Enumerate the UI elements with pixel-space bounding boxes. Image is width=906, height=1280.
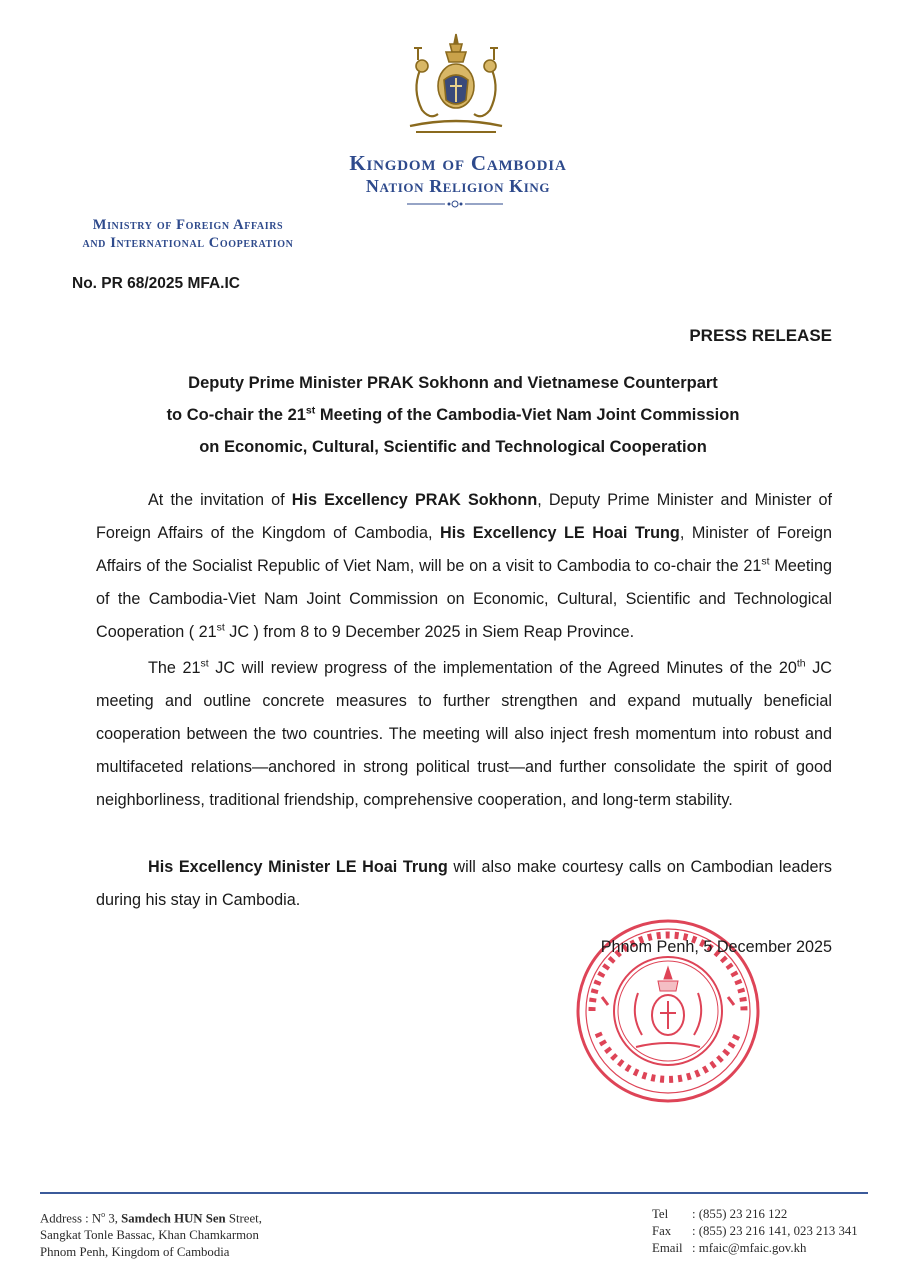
national-motto: Nation Religion King — [365, 176, 551, 196]
royal-coat-of-arms-icon — [400, 30, 512, 138]
p1-text-4: Meeting of the Cambodia-Viet Nam Joint Commission on Economic, Cultural, Scientific and Technological Cooperation ( 21 — [96, 557, 832, 641]
ministry-name-line1: Ministry of Foreign Affairs — [92, 217, 284, 233]
footer-address — [40, 1206, 262, 1261]
email-value: : mfaic@mfaic.gov.kh — [692, 1241, 807, 1255]
p2-text-1: The 21 — [148, 659, 201, 677]
p3-bold-1: His Excellency Minister LE Hoai Trung — [148, 858, 448, 876]
ministry-name-line2: and International Cooperation — [82, 235, 294, 251]
address-line1 — [40, 1206, 262, 1227]
title-line2-sup: st — [305, 404, 316, 417]
place-and-date: Phnom Penh, 5 December 2025 — [600, 938, 832, 956]
p1-sup-2: st — [216, 621, 225, 634]
p2-sup-1: st — [200, 657, 209, 670]
p1-text-2: , Deputy Prime Minister and Minister of Foreign Affairs of the Kingdom of Cambodia, — [96, 491, 832, 542]
kingdom-title: Kingdom of Cambodia — [349, 151, 567, 175]
p2-text-2: JC will review progress of the implementation of the Agreed Minutes of the 20 — [208, 659, 797, 677]
fax-value: : (855) 23 216 141, 023 213 341 — [692, 1224, 858, 1238]
p1-sup-1: st — [761, 555, 770, 568]
footer-divider — [40, 1192, 868, 1194]
p1-text-1: At the invitation of — [148, 491, 292, 509]
title-line2-post: Meeting of the Cambodia-Viet Nam Joint Commission — [315, 406, 740, 424]
p1-bold-2: His Excellency LE Hoai Trung — [440, 524, 680, 542]
body-paragraph-2 — [96, 652, 832, 817]
reference-number: No. PR 68/2025 MFA.IC — [72, 275, 240, 292]
p2-sup-2: th — [796, 657, 806, 670]
address-no-sup: o — [101, 1210, 106, 1219]
address-label: Address : N — [40, 1211, 102, 1226]
p3-text-1: will also make courtesy calls on Cambodian leaders during his stay in Cambodia. — [96, 858, 832, 909]
p1-text-3: , Minister of Foreign Affairs of the Socialist Republic of Viet Nam, will be on a visit to Cambodia to co-chair the 21 — [96, 524, 832, 575]
title-line2 — [110, 406, 796, 425]
email-label: Email — [652, 1241, 683, 1255]
address-no: 3, — [105, 1211, 122, 1226]
ornament-divider-icon — [405, 198, 505, 210]
address-street: Street, — [225, 1211, 262, 1226]
address-line3: Phnom Penh, Kingdom of Cambodia — [40, 1245, 230, 1260]
address-line2: Sangkat Tonle Bassac, Khan Chamkarmon — [40, 1228, 259, 1243]
fax-label: Fax — [652, 1224, 672, 1238]
document-type: PRESS RELEASE — [689, 326, 832, 345]
contact-fax — [652, 1223, 858, 1240]
contact-tel — [652, 1206, 858, 1223]
p1-bold-1: His Excellency PRAK Sokhonn — [291, 491, 538, 509]
p2-text-3: JC meeting and outline concrete measures to further strengthen and expand mutually beneficial cooperation between the two countries. The meeting will also inject fresh momentum into robust and multifaceted relations—anchored in strong political trust—and further consolidate the spirit of good neighborliness, traditional friendship, comprehensive cooperation, and long-term stability. — [96, 659, 832, 809]
title-line2-pre: to Co-chair the 21 — [166, 406, 306, 424]
p1-text-5: JC ) from 8 to 9 December 2025 in Siem Reap Province. — [224, 623, 635, 641]
title-line3: on Economic, Cultural, Scientific and Technological Cooperation — [199, 438, 707, 456]
footer-contact — [652, 1206, 858, 1257]
body-paragraph-1 — [96, 484, 832, 649]
body-paragraph-3 — [96, 851, 832, 917]
address-street-bold: Samdech HUN Sen — [121, 1211, 226, 1226]
title-line1: Deputy Prime Minister PRAK Sokhonn and Vietnamese Counterpart — [188, 374, 718, 392]
contact-email — [652, 1240, 858, 1257]
tel-label: Tel — [652, 1207, 669, 1221]
tel-value: : (855) 23 216 122 — [692, 1207, 788, 1221]
